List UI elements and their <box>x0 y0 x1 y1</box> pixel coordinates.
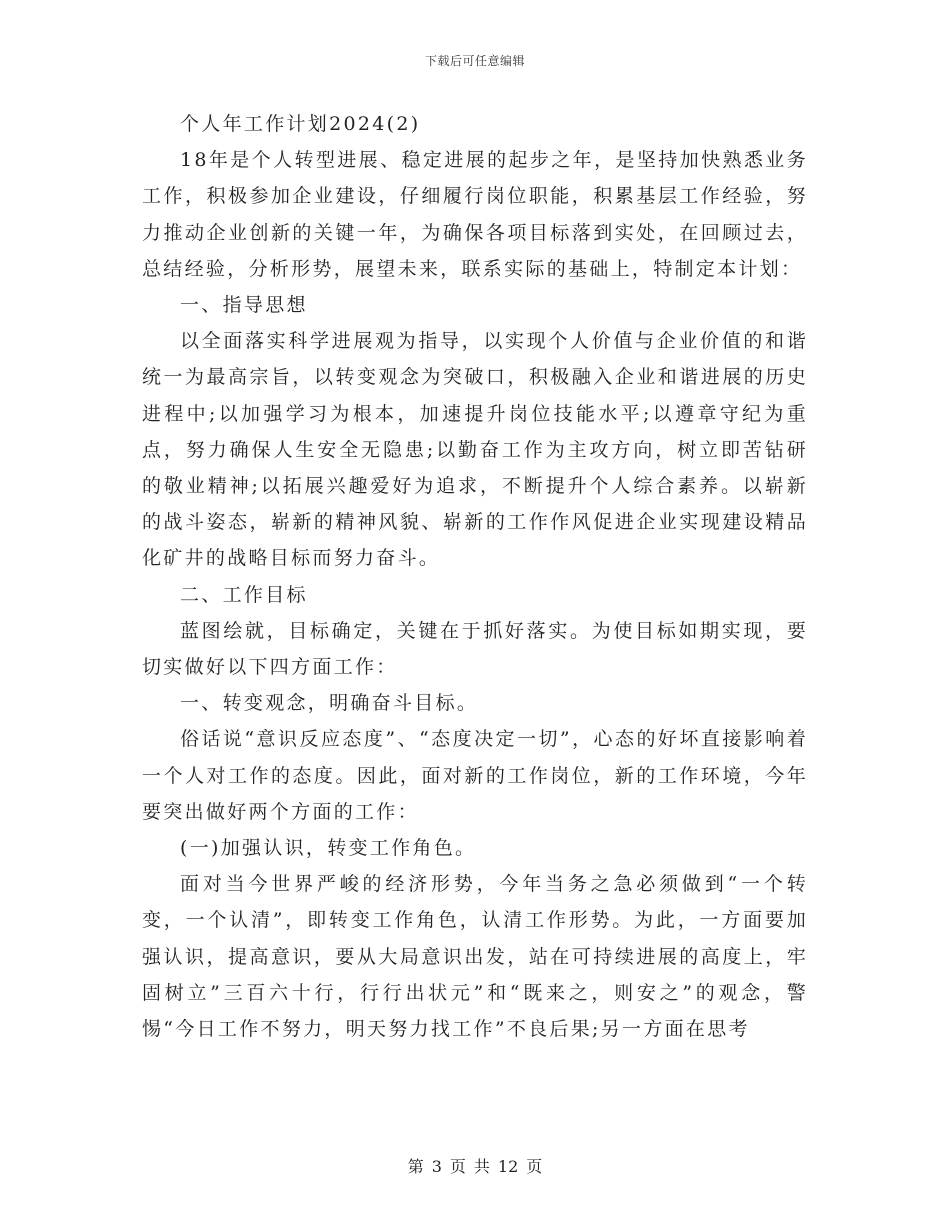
footer-prefix: 第 <box>407 1157 424 1176</box>
document-title: 个人年工作计划2024(2) <box>180 113 421 135</box>
paragraph-guiding-thought: 以全面落实科学进展观为指导，以实现个人价值与企业价值的和谐统一为最高宗旨，以转变观念为突破口，积极融入企业和谐进展的历史进程中;以加强学习为根本，加速提升岗位技能水平;以遵章守纪为重点，努力确保人生安全无隐患;以勤奋工作为主攻方向，树立即苦钻研的敬业精神;以拓展兴趣爱好为追求，不断提升个人综合素养。以崭新的战斗姿态，崭新的精神风貌、崭新的工作作风促进企业实现建设精品化矿井的战略目标而努力奋斗。 <box>142 330 808 570</box>
footer-total-word: 共 <box>473 1157 490 1176</box>
paragraph-attitude: 俗话说“意识反应态度”、“态度决定一切”，心态的好坏直接影响着一个人对工作的态度。因此，面对新的工作岗位，新的工作环境，今年要突出做好两个方面的工作： <box>142 728 808 823</box>
section-heading-work-goals: 二、工作目标 <box>180 583 308 606</box>
paragraph-work-goals: 蓝图绘就，目标确定，关键在于抓好落实。为使目标如期实现，要切实做好以下四方面工作： <box>142 619 808 679</box>
subheading-strengthen-awareness: (一)加强认识，转变工作角色。 <box>180 837 477 860</box>
footer-suffix: 页 <box>526 1157 543 1176</box>
page-footer <box>0 1154 950 1177</box>
subheading-change-concept: 一、转变观念，明确奋斗目标。 <box>180 692 479 715</box>
footer-page-word: 页 <box>449 1157 466 1176</box>
paragraph-economic-situation: 面对当今世界严峻的经济形势，今年当务之急必须做到“一个转变，一个认清”，即转变工作角色，认清工作形势。为此，一方面要加强认识，提高意识，要从大局意识出发，站在可持续进展的高度上，牢固树立”三百六十行，行行出状元”和“既来之，则安之”的观念，警惕“今日工作不努力，明天努力找工作”不良后果;另一方面在思考 <box>142 873 808 1041</box>
total-page-number: 12 <box>497 1157 519 1176</box>
page-header: 下载后可任意编辑 <box>424 54 525 68</box>
document-body <box>142 106 808 1047</box>
paragraph-intro: 18年是个人转型进展、稳定进展的起步之年，是坚持加快熟悉业务工作，积极参加企业建设，仔细履行岗位职能，积累基层工作经验，努力推动企业创新的关键一年，为确保各项目标落到实处，在回顾过去，总结经验，分析形势，展望未来，联系实际的基础上，特制定本计划： <box>142 149 808 280</box>
section-heading-guiding-thought: 一、指导思想 <box>180 294 308 317</box>
current-page-number: 3 <box>431 1157 442 1176</box>
